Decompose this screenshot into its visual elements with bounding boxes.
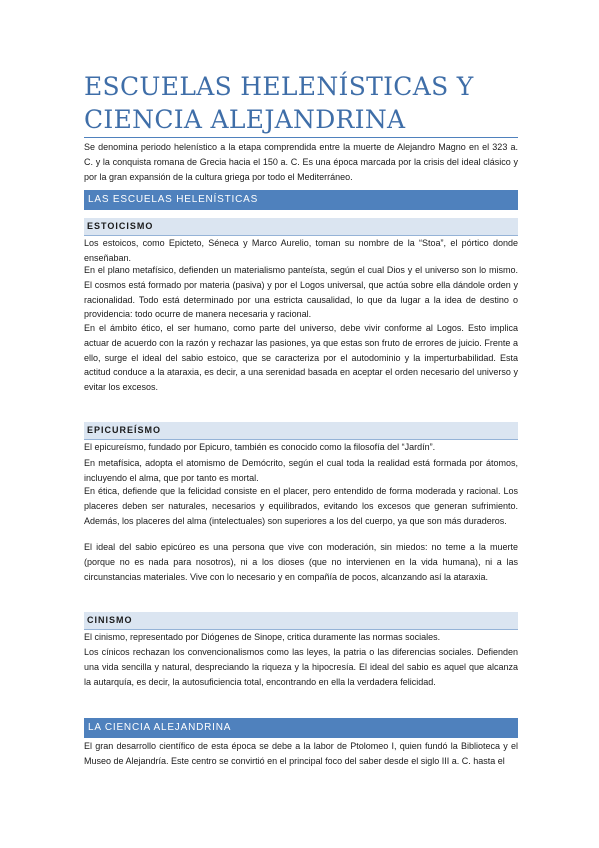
section-heading-ciencia [84,718,518,738]
subheading-label: ESTOICISMO [87,221,154,231]
title-underline [84,137,518,138]
subheading-label: EPICUREÍSMO [87,425,162,435]
epicureismo-paragraph-3: En ética, defiende que la felicidad consiste en el placer, pero entendido de forma moderada y racional. Los placeres deben ser naturales, necesarios y equilibrados, evitando los excesos que generan sufrimiento. Además, los placeres del alma (intelectuales) son superiores a los del cuerpo, ya que son más duraderos. [84,486,518,526]
section-heading-label: LA CIENCIA ALEJANDRINA [88,722,232,733]
estoicismo-paragraph-2: En el plano metafísico, defienden un materialismo panteísta, según el cual Dios y el universo son lo mismo. El cosmos está formado por materia (pasiva) y por el Logos universal, que actúa sobre ella dándole orden y racionalidad. Todo está determinado por una estricta causalidad, lo que da lugar a la idea de destino o providencia: todo ocurre de manera necesaria y racional. [84,265,518,320]
subheading-label: CINISMO [87,615,133,625]
estoicismo-paragraph-3: En el ámbito ético, el ser humano, como parte del universo, debe vivir conforme al Logos. Esto implica actuar de acuerdo con la razón y rechazar las pasiones, ya que estas son fruto de errores de juicio. Frente a ello, surge el ideal del sabio estoico, que se caracteriza por el autodominio y la imperturbabilidad. Esta actitud conduce a la ataraxia, es decir, a una serenidad basada en aceptar el orden necesario del universo y evitar los excesos. [84,323,518,393]
subheading-epicureismo [84,422,518,439]
epicureismo-paragraph-2: En metafísica, adopta el atomismo de Demócrito, según el cual toda la realidad está formada por átomos, incluyendo el alma, que por tanto es mortal. [84,458,518,483]
subheading-estoicismo [84,218,518,235]
subheading-cinismo [84,612,518,629]
intro-paragraph: Se denomina periodo helenístico a la etapa comprendida entre la muerte de Alejandro Magno en el 323 a. C. y la conquista romana de Grecia hacia el 150 a. C. Es una época marcada por la crisis del ideal clásico y por la gran expansión de la cultura griega por todo el Mediterráneo. [84,142,518,182]
document-title: ESCUELAS HELENÍSTICAS Y CIENCIA ALEJANDRINA [84,72,474,134]
epicureismo-paragraph-4: El ideal del sabio epicúreo es una persona que vive con moderación, sin miedos: no teme a la muerte (porque no es nada para nosotros), ni a los dioses (que no intervienen en la vida humana), ni a las circunstancias materiales. Vive con lo necesario y en compañía de pocos, alcanzando así la ataraxia. [84,542,518,582]
section-heading-label: LAS ESCUELAS HELENÍSTICAS [88,194,259,205]
estoicismo-paragraph-1: Los estoicos, como Epicteto, Séneca y Marco Aurelio, toman su nombre de la “Stoa”, el pórtico donde enseñaban. [84,238,518,263]
cinismo-paragraph-2: Los cínicos rechazan los convencionalismos como las leyes, la patria o las diferencias sociales. Defienden una vida sencilla y natural, despreciando la riqueza y la hipocresía. El ideal del sabio es aquel que alcanza la autarquía, es decir, la autosuficiencia total, encontrando en ella la verdadera felicidad. [84,647,518,687]
section-heading-escuelas [84,190,518,210]
cinismo-paragraph-1: El cinismo, representado por Diógenes de Sinope, critica duramente las normas sociales. [84,632,441,642]
ciencia-paragraph-1: El gran desarrollo científico de esta época se debe a la labor de Ptolomeo I, quien fundó la Biblioteca y el Museo de Alejandría. Este centro se convirtió en el principal foco del saber desde el siglo III a. C. hasta el [84,741,518,766]
epicureismo-paragraph-1: El epicureísmo, fundado por Epicuro, también es conocido como la filosofía del “Jardín”. [84,442,436,452]
